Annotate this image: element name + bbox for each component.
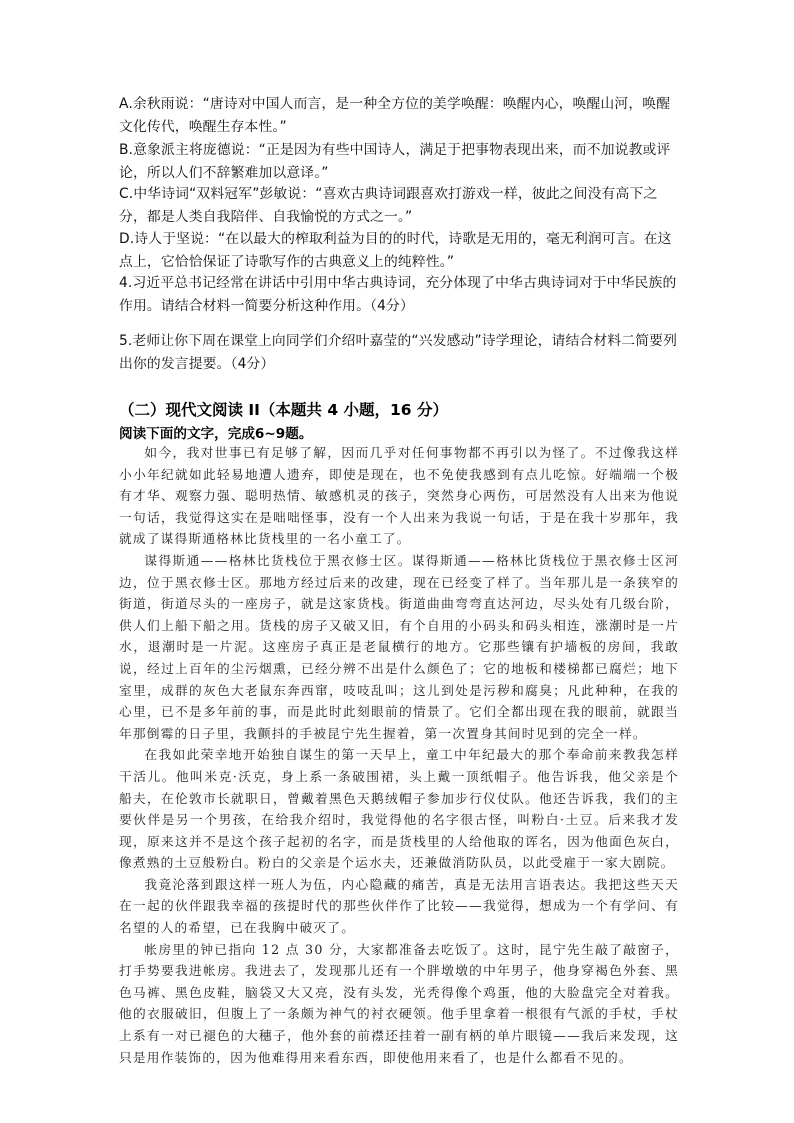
passage-paragraph: 帐房里的钟已指向 12 点 30 分，大家都准备去吃饭了。这时，昆宁先生敲了敲窗子，打手势要我进帐房。我进去了，发现那儿还有一个胖墩墩的中年男子，他身穿褐色外套、黑色马裤、黑色皮鞋，脑袋又大又亮，没有头发，光秃得像个鸡蛋，他的大脸盘完全对着我。他的衣服破旧，但腹上了一条颇为神气的衬衣硬领。他手里拿着一根很有气派的手杖，手杖上系有一对已褪色的大穗子，他外套的前襟还挂着一副有柄的单片眼镜——我后来发现，这只是用作装饰的，因为他难得用来看东西，即使他用来看了，也是什么都看不见的。 — [119, 941, 679, 1065]
passage-body — [119, 442, 679, 1068]
option-d: D.诗人于坚说：“在以最大的榨取利益为目的的时代，诗歌是无用的，毫无利润可言。在这点上，它恰恰保证了诗歌写作的古典意义上的纯粹性。” — [119, 231, 672, 270]
option-c: C.中华诗词“双料冠军”彭敏说：“喜欢古典诗词跟喜欢打游戏一样，彼此之间没有高下之分，都是人类自我陪伴、自我愉悦的方式之一。” — [119, 186, 658, 225]
passage-paragraph: 如今，我对世事已有足够了解，因而几乎对任何事物都不再引以为怪了。不过像我这样小小年纪就如此轻易地遭人遗弃，即使是现在，也不免使我感到有点儿吃惊。好端端一个极有才华、观察力强、聪明热情、敏感机灵的孩子，突然身心两伤，可居然没有人出来为他说一句话，我觉得这实在是咄咄怪事，没有一个人出来为我说一句话，于是在我十岁那年，我就成了谋得斯通格林比货栈里的一名小童工了。 — [119, 445, 679, 547]
section-title: （二）现代文阅读 II（本题共 4 小题，16 分） — [119, 401, 448, 419]
option-a: A.余秋雨说：“唐诗对中国人而言，是一种全方位的美学唤醒：唤醒内心，唤醒山河，唤醒文化传代，唤醒生存本性。” — [119, 96, 671, 135]
passage-paragraph: 谋得斯通——格林比货栈位于黑衣修士区。谋得斯通——格林比货栈位于黑衣修士区河边，位于黑衣修士区。那地方经过后来的改建，现在已经变了样了。当年那儿是一条狭窄的街道，街道尽头的一座房子，就是这家货栈。街道曲曲弯弯直达河边，尽头处有几级台阶，供人们上船下船之用。货栈的房子又破又旧，有个自用的小码头和码头相连，涨潮时是一片水，退潮时是一片泥。这座房子真正是老鼠横行的地方。它那些镶有护墙板的房间，我敢说，经过上百年的尘污烟熏，已经分辨不出是什么颜色了；它的地板和楼梯都已腐烂；地下室里，成群的灰色大老鼠东奔西窜，吱吱乱叫；这儿到处是污秽和腐臭；凡此种种，在我的心里，已不是多年前的事，而是此时此刻眼前的情景了。它们全都出现在我的眼前，就跟当年那倒霉的日子里，我颤抖的手被昆宁先生握着，第一次置身其间时见到的完全一样。 — [119, 552, 679, 741]
option-b: B.意象派主将庞德说：“正是因为有些中国诗人，满足于把事物表现出来，而不加说教或评论，所以人们不辞繁难加以意译。” — [119, 142, 671, 181]
question-4: 4.习近平总书记经常在讲话中引用中华古典诗词，充分体现了中华古典诗词对于中华民族的作用。请结合材料一简要分析这种作用。（4分） — [119, 275, 677, 314]
passage-paragraph: 在我如此荣幸地开始独自谋生的第一天早上，童工中年纪最大的那个奉命前来教我怎样干活儿。他叫米克·沃克，身上系一条破围裙，头上戴一顶纸帽子。他告诉我，他父亲是个船夫，在伦敦市长就职日，曾戴着黑色天鹅绒帽子参加步行仪仗队。他还告诉我，我们的主要伙伴是另一个男孩，在给我介绍时，我觉得他的名字很古怪，叫粉白·土豆。后来我才发现，原来这并不是这个孩子起初的名字，而是货栈里的人给他取的诨名，因为他面色灰白，像煮熟的土豆般粉白。粉白的父亲是个运水夫，还兼做消防队员，以此受雇于一家大剧院。 — [119, 747, 679, 871]
reading-instruction: 阅读下面的文字，完成6~9题。 — [119, 426, 313, 442]
question-5: 5.老师让你下周在课堂上向同学们介绍叶嘉莹的“兴发感动”诗学理论，请结合材料二简要列出你的发言提要。（4分） — [119, 333, 678, 372]
passage-paragraph: 我竟沦落到跟这样一班人为伍，内心隐藏的痛苦，真是无法用言语表达。我把这些天天在一起的伙伴跟我幸福的孩提时代的那些伙伴作了比较——我觉得，想成为一个有学问、有名望的人的希望，已在我胸中破灭了。 — [119, 876, 679, 936]
